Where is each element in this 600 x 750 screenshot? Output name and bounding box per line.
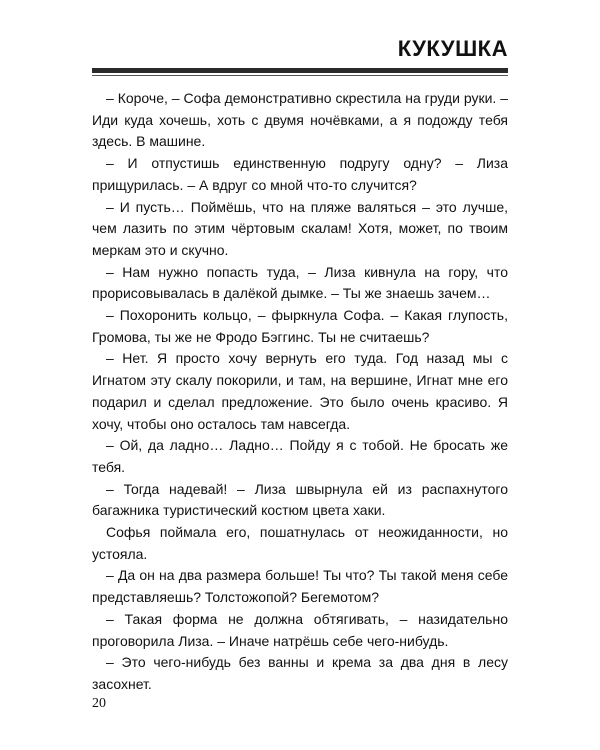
paragraph: – Похоронить кольцо, – фыркнула Софа. – Какая глупость, Громова, ты же не Фродо Бэггинс. Ты не считаешь? [92, 307, 508, 345]
paragraph: – Такая форма не должна обтягивать, – назидательно проговорила Лиза. – Иначе натрёшь себе чего-нибудь. [92, 610, 508, 649]
paragraph: – Короче, – Софа демонстративно скрестила на груди руки. – Иди куда хочешь, хоть с двумя ночёвками, а я подожду тебя здесь. В машине. [92, 90, 508, 150]
paragraph: – Да он на два размера больше! Ты что? Ты такой меня себе представляешь? Толстожопой? Бегемотом? [92, 567, 508, 606]
paragraph: Софья поймала его, пошатнулась от неожиданности, но устояла. [92, 524, 508, 562]
paragraph: – Ой, да ладно… Ладно… Пойду я с тобой. Не бросать же тебя. [92, 437, 508, 475]
header-rule [92, 68, 508, 73]
paragraph: – Нет. Я просто хочу вернуть его туда. Год назад мы с Игнатом эту скалу покорили, и там, на вершине, Игнат мне его подарил и сделал предложение. Это было очень красиво. Я хочу, чтобы оно осталось там навсегда. [92, 350, 508, 432]
paragraph: – И отпустишь единственную подругу одну? – Лиза прищурилась. – А вдруг со мной что-то случится? [92, 155, 508, 193]
paragraph: – Это чего-нибудь без ванны и крема за два дня в лесу засохнет. [92, 654, 508, 692]
paragraph: – Нам нужно попасть туда, – Лиза кивнула на гору, что прорисовывалась в далёкой дымке. – Ты же знаешь зачем… [92, 263, 508, 302]
paragraph: – Тогда надевай! – Лиза швырнула ей из распахнутого багажника туристический костюм цвета хаки. [92, 480, 508, 519]
header-rule-thin [92, 75, 508, 76]
page-number: 20 [92, 696, 106, 711]
body-text [92, 88, 508, 696]
paragraph: – И пусть… Поймёшь, что на пляже валяться – это лучше, чем лазить по этим чёртовым скалам! Хотя, может, по твоим меркам это и скучно. [92, 198, 508, 258]
chapter-title: КУКУШКА [397, 36, 508, 61]
